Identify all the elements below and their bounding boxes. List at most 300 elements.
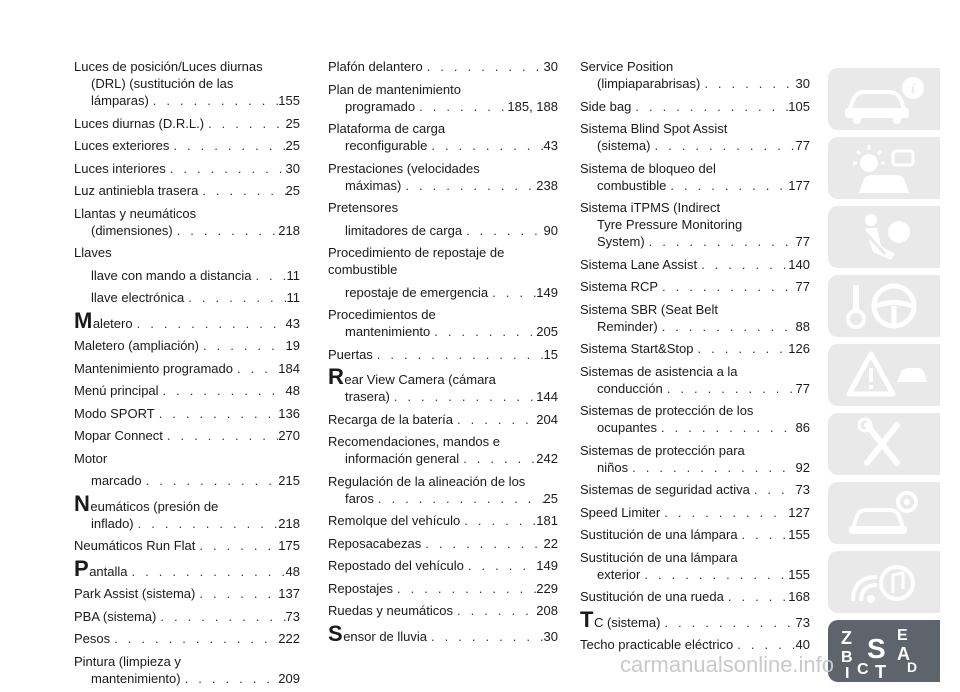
tab-steering-wheel-key[interactable] xyxy=(828,275,940,337)
page-number[interactable]: 222 xyxy=(278,631,300,646)
leader-dots xyxy=(660,614,795,631)
page-number[interactable]: 77 xyxy=(795,138,810,153)
page-number[interactable]: 144 xyxy=(536,389,558,404)
entry-line xyxy=(328,58,558,75)
index-entry xyxy=(328,433,558,467)
entry-text: combustible xyxy=(328,262,398,277)
index-entry xyxy=(328,222,558,239)
entry-line xyxy=(328,160,558,177)
entry-text: Tyre Pressure Monitoring xyxy=(597,217,743,232)
entry-text: programado xyxy=(345,98,416,114)
entry-text: información general xyxy=(345,451,460,466)
leader-dots xyxy=(169,137,285,154)
entry-line xyxy=(328,450,558,467)
leader-dots xyxy=(488,284,536,301)
entry-line xyxy=(580,137,810,154)
entry-line xyxy=(328,473,558,490)
index-entry xyxy=(74,472,300,489)
page-number[interactable]: 25 xyxy=(285,183,300,198)
index-entry xyxy=(580,549,810,583)
leader-dots xyxy=(195,585,278,602)
index-entry xyxy=(580,606,810,632)
entry-text: Luces interiores xyxy=(74,160,166,176)
entry-line xyxy=(580,233,810,250)
index-letter: E xyxy=(897,627,908,644)
entry-line xyxy=(328,620,558,646)
technical-data-icon xyxy=(839,486,929,540)
page-number[interactable]: 155 xyxy=(278,93,300,108)
entry-text: conducción xyxy=(597,380,663,396)
entry-line xyxy=(328,364,558,389)
entry-line xyxy=(580,606,810,632)
leader-dots xyxy=(427,628,544,645)
index-entry xyxy=(328,120,558,154)
entry-text: lámparas) xyxy=(91,93,149,108)
entry-text: Recarga de la batería xyxy=(328,411,454,427)
car-info-icon xyxy=(839,72,929,126)
entry-line xyxy=(74,490,300,516)
entry-text: Plan de mantenimiento xyxy=(328,81,461,97)
entry-text: Sistemas de seguridad activa xyxy=(580,482,750,497)
index-entry xyxy=(74,160,300,177)
entry-text: Modo SPORT xyxy=(74,405,155,421)
entry-line xyxy=(580,504,810,521)
section-letter: N xyxy=(74,490,90,516)
index-entry xyxy=(74,244,300,261)
index-entry xyxy=(74,490,300,532)
page-number[interactable]: 15 xyxy=(543,346,558,362)
entry-line xyxy=(74,115,300,132)
page-number[interactable]: 73 xyxy=(795,482,810,497)
entry-text: Llantas y neumáticos xyxy=(74,205,197,221)
page-number[interactable]: 136 xyxy=(278,405,300,421)
leader-dots xyxy=(660,504,788,521)
leader-dots xyxy=(373,346,544,363)
index-entry xyxy=(328,557,558,574)
page-number[interactable]: 238 xyxy=(536,177,558,193)
index-entry xyxy=(74,205,300,239)
entry-text: trasera) xyxy=(345,389,390,404)
page-number[interactable]: 137 xyxy=(278,586,300,601)
index-entry xyxy=(580,278,810,295)
entry-text: Service Position xyxy=(580,59,674,74)
leader-dots xyxy=(724,588,788,605)
section-letter: S xyxy=(328,620,343,646)
page-number[interactable]: 149 xyxy=(536,558,558,573)
page-number[interactable]: 126 xyxy=(788,341,810,356)
index-entry xyxy=(74,405,300,422)
entry-text: Speed Limiter xyxy=(580,504,661,520)
leader-dots xyxy=(198,182,285,199)
index-entry xyxy=(328,364,558,405)
entry-line xyxy=(74,244,300,261)
index-entry xyxy=(328,512,558,529)
leader-dots xyxy=(401,177,536,194)
entry-text: (dimensiones) xyxy=(91,222,173,238)
leader-dots xyxy=(462,222,543,239)
entry-text: Sistema Lane Assist xyxy=(580,256,698,272)
leader-dots xyxy=(251,267,286,284)
page-number[interactable]: 48 xyxy=(285,383,300,398)
page-number[interactable]: 205 xyxy=(536,324,558,339)
index-entry xyxy=(74,115,300,132)
entry-line xyxy=(580,216,810,233)
page-number[interactable]: 229 xyxy=(536,580,558,596)
index-letter: T xyxy=(875,662,886,678)
page-number[interactable]: 185, 188 xyxy=(507,98,558,114)
page-number[interactable]: 25 xyxy=(285,115,300,131)
entry-text: Sistema RCP xyxy=(580,279,659,294)
leader-dots xyxy=(134,515,279,532)
entry-text: Sistema iTPMS (Indirect xyxy=(580,200,721,215)
leader-dots xyxy=(166,160,286,177)
entry-line xyxy=(328,222,558,239)
index-entry xyxy=(328,244,558,278)
index-entry xyxy=(74,360,300,377)
page-number[interactable]: 92 xyxy=(795,459,810,475)
entry-text: antalla xyxy=(89,563,128,579)
page-number[interactable]: 40 xyxy=(795,637,810,652)
entry-line xyxy=(580,256,810,273)
page-number[interactable]: 140 xyxy=(788,256,810,272)
multimedia-icon xyxy=(839,555,929,609)
entry-text: (sistema) xyxy=(597,138,651,153)
entry-line xyxy=(580,566,810,583)
entry-text: marcado xyxy=(91,473,142,488)
leader-dots xyxy=(453,411,536,428)
index-column-2 xyxy=(328,58,558,650)
page-number[interactable]: 208 xyxy=(536,603,558,618)
entry-text: Remolque del vehículo xyxy=(328,513,461,528)
index-entry xyxy=(580,504,810,521)
leader-dots xyxy=(390,388,537,405)
page-number[interactable]: 218 xyxy=(278,222,300,238)
index-entry xyxy=(328,580,558,597)
page-number[interactable]: 11 xyxy=(286,267,300,283)
page-number[interactable]: 127 xyxy=(788,504,810,520)
entry-line xyxy=(328,580,558,597)
entry-line xyxy=(74,382,300,399)
page-number[interactable]: 88 xyxy=(795,318,810,334)
entry-line xyxy=(74,92,300,109)
entry-line xyxy=(74,450,300,467)
entry-text: combustible xyxy=(597,177,667,193)
entry-text: Sistemas de protección para xyxy=(580,442,745,458)
tab-tools[interactable] xyxy=(828,413,940,475)
tab-technical-data[interactable] xyxy=(828,482,940,544)
entry-line xyxy=(74,537,300,554)
index-entry xyxy=(328,602,558,619)
leader-dots xyxy=(155,405,279,422)
index-entry xyxy=(328,620,558,646)
leader-dots xyxy=(142,472,279,489)
page-number[interactable]: 181 xyxy=(536,513,558,528)
entry-line xyxy=(328,199,558,216)
index-entry xyxy=(74,137,300,154)
tab-warning[interactable] xyxy=(828,344,940,406)
entry-text: máximas) xyxy=(345,177,402,193)
entry-text: Ruedas y neumáticos xyxy=(328,603,454,618)
entry-line xyxy=(580,340,810,357)
page-number[interactable]: 105 xyxy=(788,98,810,114)
leader-dots xyxy=(650,137,795,154)
index-column-1 xyxy=(74,58,300,692)
entry-line xyxy=(74,205,300,222)
index-entry xyxy=(74,608,300,625)
entry-text: Sustitución de una lámpara xyxy=(580,549,738,565)
leader-dots xyxy=(697,256,788,273)
page-number[interactable]: 77 xyxy=(795,380,810,396)
page-number[interactable]: 209 xyxy=(278,670,300,686)
entry-text: faros xyxy=(345,490,374,506)
watermark: carmanualsonline.info xyxy=(620,652,835,677)
tab-index[interactable] xyxy=(828,620,940,682)
leader-dots xyxy=(657,419,796,436)
index-entry xyxy=(580,58,810,92)
entry-line xyxy=(74,515,300,532)
entry-line xyxy=(74,182,300,199)
leader-dots xyxy=(631,98,788,115)
index-entry xyxy=(74,630,300,647)
index-entry xyxy=(580,301,810,335)
tools-icon xyxy=(839,417,929,471)
page-number[interactable]: 11 xyxy=(286,290,300,305)
index-entry xyxy=(580,256,810,273)
entry-line xyxy=(74,137,300,154)
leader-dots xyxy=(163,427,278,444)
entry-text: Menú principal xyxy=(74,383,159,398)
entry-line xyxy=(580,419,810,436)
page-number[interactable]: 86 xyxy=(795,420,810,435)
entry-text: Llaves xyxy=(74,245,112,260)
entry-text: repostaje de emergencia xyxy=(345,284,489,300)
leader-dots xyxy=(374,490,544,507)
entry-line xyxy=(580,160,810,177)
index-entry xyxy=(74,427,300,444)
entry-line xyxy=(328,535,558,552)
entry-line xyxy=(74,289,300,306)
tab-dashboard-lights[interactable] xyxy=(828,137,940,199)
entry-line xyxy=(580,318,810,335)
entry-line xyxy=(580,459,810,476)
entry-line xyxy=(328,602,558,619)
entry-text: Luz antiniebla trasera xyxy=(74,183,199,198)
leader-dots xyxy=(666,177,788,194)
section-letter: M xyxy=(74,307,93,333)
leader-dots xyxy=(195,537,278,554)
page-number[interactable]: 73 xyxy=(795,614,810,630)
entry-line xyxy=(328,177,558,194)
entry-text: mantenimiento xyxy=(345,324,431,339)
page-number[interactable]: 43 xyxy=(543,138,558,153)
steering-wheel-key-icon xyxy=(839,279,929,333)
leader-dots xyxy=(658,318,796,335)
entry-text: Pretensores xyxy=(328,200,399,215)
page-number[interactable]: 155 xyxy=(788,527,810,542)
section-letter: R xyxy=(328,364,344,389)
index-letter: D xyxy=(907,659,918,675)
entry-line xyxy=(74,267,300,284)
index-entry xyxy=(328,473,558,507)
entry-text: (limpiaparabrisas) xyxy=(597,76,701,91)
index-entry xyxy=(580,340,810,357)
entry-text: Plataforma de carga xyxy=(328,121,446,136)
entry-text: llave con mando a distancia xyxy=(91,267,252,283)
entry-line xyxy=(74,337,300,354)
entry-line xyxy=(74,653,300,670)
leader-dots xyxy=(156,608,285,625)
page-number[interactable]: 177 xyxy=(788,177,810,193)
entry-line xyxy=(74,555,300,581)
page-number[interactable]: 242 xyxy=(536,451,558,466)
page-number[interactable]: 77 xyxy=(795,234,810,249)
page-number[interactable]: 25 xyxy=(543,490,558,506)
leader-dots xyxy=(738,526,789,543)
entry-text: Reposacabezas xyxy=(328,535,422,551)
index-entry xyxy=(74,307,300,333)
entry-line xyxy=(328,81,558,98)
page-number[interactable]: 19 xyxy=(285,338,300,353)
tab-multimedia[interactable] xyxy=(828,551,940,613)
leader-dots xyxy=(658,278,796,295)
entry-text: Repostado del vehículo xyxy=(328,558,464,573)
entry-line xyxy=(328,137,558,154)
page-number[interactable]: 168 xyxy=(788,589,810,604)
entry-text: ensor de lluvia xyxy=(343,628,428,644)
index-entry xyxy=(580,160,810,194)
entry-text: Park Assist (sistema) xyxy=(74,586,196,601)
section-letter: T xyxy=(580,606,594,632)
leader-dots xyxy=(415,98,507,115)
entry-line xyxy=(74,670,300,687)
entry-line xyxy=(580,98,810,115)
leader-dots xyxy=(423,58,544,75)
leader-dots xyxy=(460,512,536,529)
leader-dots xyxy=(459,450,536,467)
leader-dots xyxy=(733,636,795,653)
entry-text: ear View Camera (cámara xyxy=(344,372,496,387)
page-number[interactable]: 30 xyxy=(543,59,558,74)
page-number[interactable]: 270 xyxy=(278,428,300,443)
page-number[interactable]: 30 xyxy=(285,160,300,176)
index-entry xyxy=(580,199,810,250)
entry-line xyxy=(580,120,810,137)
section-letter: P xyxy=(74,555,89,581)
index-letter: B xyxy=(841,649,853,666)
entry-line xyxy=(328,244,558,261)
entry-line xyxy=(74,427,300,444)
entry-text: Repostajes xyxy=(328,580,394,596)
page-number[interactable]: 218 xyxy=(278,515,300,531)
leader-dots xyxy=(184,289,286,306)
entry-line xyxy=(74,630,300,647)
entry-text: Recomendaciones, mandos e xyxy=(328,434,500,449)
leader-dots xyxy=(149,92,279,109)
entry-text: Plafón delantero xyxy=(328,59,423,74)
svg-text:i: i xyxy=(911,82,915,97)
index-entry xyxy=(328,81,558,115)
entry-text: mantenimiento) xyxy=(91,670,181,686)
page-number[interactable]: 149 xyxy=(536,284,558,300)
leader-dots xyxy=(204,115,285,132)
index-entry xyxy=(328,284,558,301)
tab-airbag-safety[interactable] xyxy=(828,206,940,268)
entry-text: PBA (sistema) xyxy=(74,608,157,624)
page-number[interactable]: 155 xyxy=(788,566,810,582)
page-number[interactable]: 25 xyxy=(285,138,300,153)
entry-text: exterior xyxy=(597,566,641,582)
index-entry xyxy=(580,636,810,653)
entry-line xyxy=(74,360,300,377)
entry-text: Sustitución de una lámpara xyxy=(580,527,738,542)
entry-line xyxy=(580,363,810,380)
entry-line xyxy=(580,380,810,397)
index-entry xyxy=(580,402,810,436)
leader-dots xyxy=(427,137,543,154)
entry-text: aletero xyxy=(92,315,133,331)
page-number[interactable]: 204 xyxy=(536,411,558,427)
page-number[interactable]: 30 xyxy=(795,76,810,91)
page-number[interactable]: 22 xyxy=(543,535,558,551)
entry-text: Luces de posición/Luces diurnas xyxy=(74,59,263,74)
entry-text: niños xyxy=(597,459,629,475)
index-letter: S xyxy=(867,633,886,664)
page-number[interactable]: 73 xyxy=(285,608,300,624)
page-number[interactable]: 77 xyxy=(795,279,810,294)
leader-dots xyxy=(133,315,286,332)
page-number[interactable]: 184 xyxy=(278,360,300,376)
entry-line xyxy=(580,442,810,459)
leader-dots xyxy=(750,481,796,498)
page-number[interactable]: 90 xyxy=(543,222,558,238)
entry-line xyxy=(328,98,558,115)
entry-line xyxy=(580,199,810,216)
page-number[interactable]: 30 xyxy=(543,628,558,644)
entry-line xyxy=(580,278,810,295)
leader-dots xyxy=(181,670,279,687)
index-entry xyxy=(74,182,300,199)
entry-line xyxy=(74,405,300,422)
entry-text: Sistema Start&Stop xyxy=(580,341,694,356)
entry-text: Luces diurnas (D.R.L.) xyxy=(74,115,205,131)
page-number[interactable]: 48 xyxy=(285,563,300,579)
leader-dots xyxy=(700,75,795,92)
index-entry xyxy=(328,199,558,216)
leader-dots xyxy=(173,222,279,239)
index-entry xyxy=(74,58,300,109)
entry-line xyxy=(580,526,810,543)
index-letter: A xyxy=(897,644,910,664)
entry-line xyxy=(74,75,300,92)
leader-dots xyxy=(393,580,536,597)
index-entry xyxy=(328,306,558,340)
page-number[interactable]: 43 xyxy=(285,315,300,331)
entry-text: Regulación de la alineación de los xyxy=(328,473,526,489)
entry-line xyxy=(580,636,810,653)
leader-dots xyxy=(199,337,286,354)
tab-car-info[interactable] xyxy=(828,68,940,130)
index-entry xyxy=(580,363,810,397)
page-number[interactable]: 175 xyxy=(278,538,300,553)
entry-line xyxy=(328,323,558,340)
entry-text: inflado) xyxy=(91,515,134,531)
entry-line xyxy=(328,512,558,529)
index-entry xyxy=(580,98,810,115)
entry-line xyxy=(580,177,810,194)
page-number[interactable]: 215 xyxy=(278,473,300,488)
index-entry xyxy=(328,411,558,428)
index-entry xyxy=(328,535,558,552)
